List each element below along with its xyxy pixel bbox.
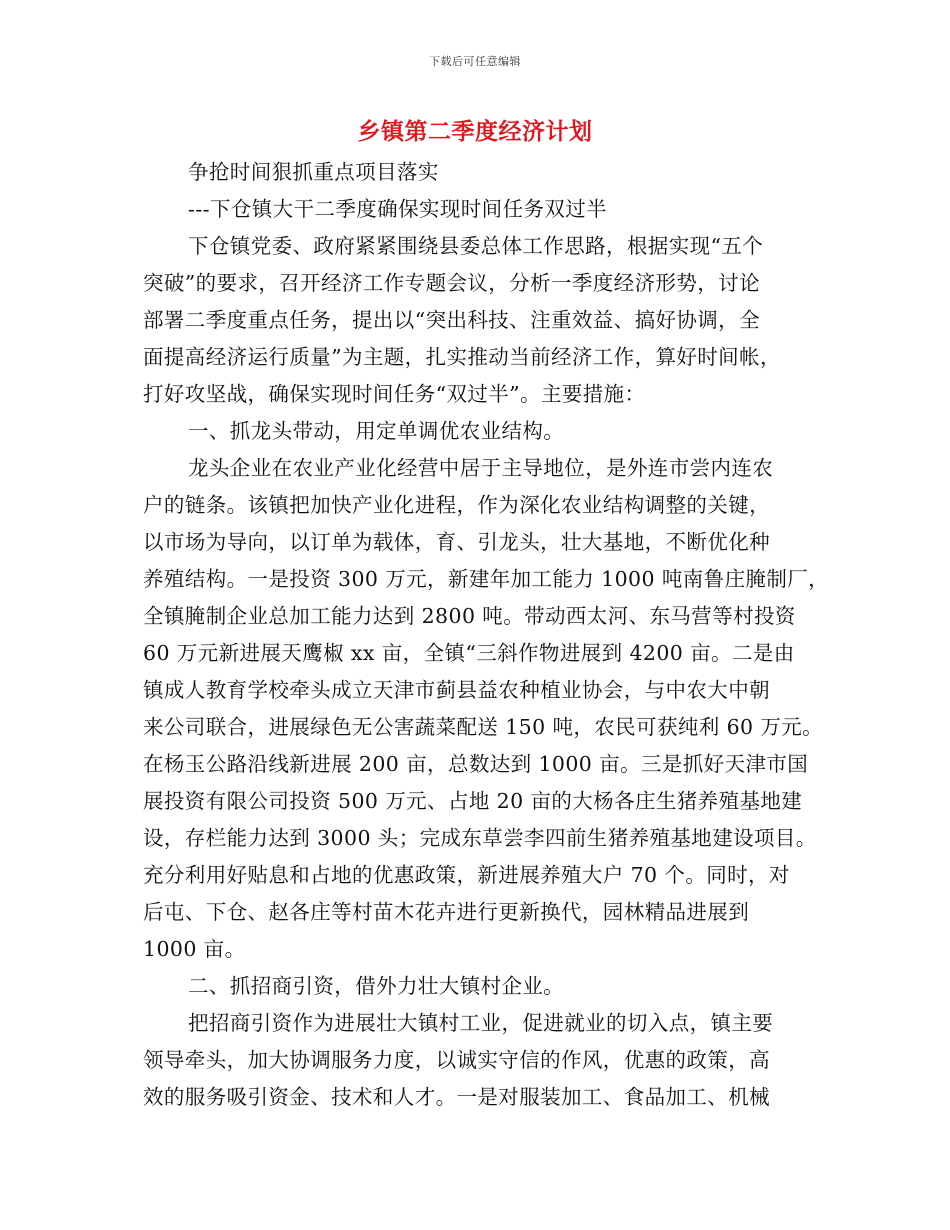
paragraph-line: 效的服务吸引资金、技术和人才。一是对服装加工、食品加工、机械 (143, 1085, 770, 1109)
paragraph-line: 户的链条。该镇把加快产业化进程，作为深化农业结构调整的关键， (143, 493, 770, 517)
paragraph-line: ---下仓镇大干二季度确保实现时间任务双过半 (188, 197, 608, 221)
paragraph-line: 全镇腌制企业总加工能力达到 2800 吨。带动西太河、东马营等村投资 (143, 604, 796, 628)
paragraph-line: 充分利用好贴息和占地的优惠政策，新进展养殖大户 70 个。同时，对 (143, 863, 790, 887)
paragraph-line: 争抢时间狠抓重点项目落实 (188, 160, 439, 184)
paragraph-line: 把招商引资作为进展壮大镇村工业，促进就业的切入点，镇主要 (188, 1011, 774, 1035)
document-title: 乡镇第二季度经济计划 (357, 118, 593, 145)
paragraph-line: 下仓镇党委、政府紧紧围绕县委总体工作思路，根据实现“五个 (188, 234, 764, 258)
paragraph-line: 突破”的要求，召开经济工作专题会议，分析一季度经济形势，讨论 (143, 271, 760, 295)
paragraph-line: 面提高经济运行质量”为主题，扎实推动当前经济工作，算好时间帐， (143, 345, 781, 369)
paragraph-line: 领导牵头，加大协调服务力度，以诚实守信的作风，优惠的政策，高 (143, 1048, 770, 1072)
paragraph-line: 打好攻坚战，确保实现时间任务“双过半”。主要措施： (143, 382, 646, 406)
paragraph-line: 后屯、下仓、赵各庄等村苗木花卉进行更新换代，园林精品进展到 (143, 900, 750, 924)
paragraph-line: 来公司联合，进展绿色无公害蔬菜配送 150 吨，农民可获纯利 60 万元。 (143, 715, 824, 739)
paragraph-line: 60 万元新进展天鹰椒 xx 亩，全镇“三斜作物进展到 4200 亩。二是由 (143, 641, 795, 665)
paragraph-line: 一、抓龙头带动，用定单调优农业结构。 (188, 419, 565, 443)
paragraph-line: 镇成人教育学校牵头成立天津市蓟县益农种植业协会，与中农大中朝 (143, 678, 770, 702)
header-note: 下载后可任意编辑 (429, 55, 521, 68)
paragraph-line: 二、抓招商引资，借外力壮大镇村企业。 (188, 974, 565, 998)
paragraph-line: 设，存栏能力达到 3000 头；完成东草尝李四前生猪养殖基地建设项目。 (143, 826, 817, 850)
paragraph-line: 龙头企业在农业产业化经营中居于主导地位，是外连市尝内连农 (188, 456, 774, 480)
paragraph-line: 养殖结构。一是投资 300 万元，新建年加工能力 1000 吨南鲁庄腌制厂， (143, 567, 830, 591)
paragraph-line: 以市场为导向，以订单为载体，育、引龙头，壮大基地，不断优化种 (143, 530, 770, 554)
paragraph-line: 部署二季度重点任务，提出以“突出科技、注重效益、搞好协调，全 (143, 308, 760, 332)
paragraph-line: 1000 亩。 (143, 937, 246, 961)
paragraph-line: 展投资有限公司投资 500 万元、占地 20 亩的大杨各庄生猪养殖基地建 (143, 789, 803, 813)
paragraph-line: 在杨玉公路沿线新进展 200 亩，总数达到 1000 亩。三是抓好天津市国 (143, 752, 809, 776)
